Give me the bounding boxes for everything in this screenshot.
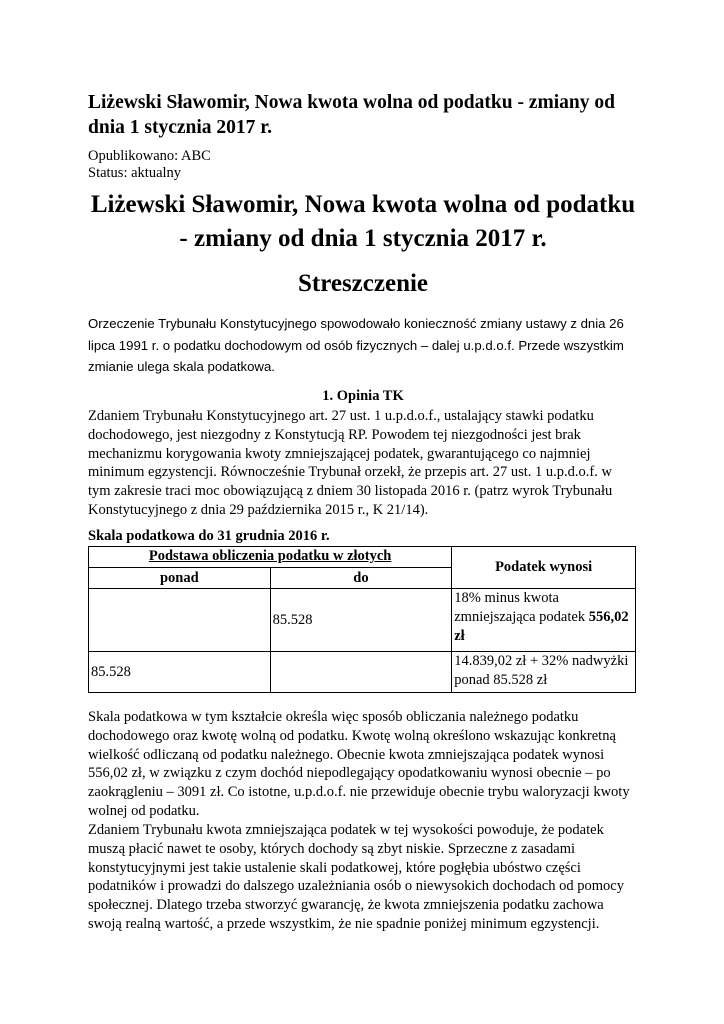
row1-over bbox=[89, 589, 271, 652]
row1-to: 85.528 bbox=[270, 589, 452, 652]
section-heading-opinion: 1. Opinia TK bbox=[322, 388, 404, 404]
tax-scale-heading: Skala podatkowa do 31 grudnia 2016 r. bbox=[88, 528, 330, 544]
scale-explanation-paragraph: Skala podatkowa w tym kształcie określa więc sposób obliczania należnego podatku dochodowego oraz kwotę wolną od podatku. Kwotę wolną określono wskazując konkretną wielkość odliczaną od podatku należnego. Obecnie kwota zmniejszająca podatek wynosi 556,02 zł, w związku z czym dochód niepodlegający opodatkowaniu wynosi obecnie – po zaokrągleniu – 3091 zł. Co istotne, u.p.d.o.f. nie przewiduje obecnie trybu waloryzacji kwoty wolnej od podatku. bbox=[88, 709, 630, 819]
document-title: Liżewski Sławomir, Nowa kwota wolna od podatku - zmiany od dnia 1 stycznia 2017 r. bbox=[88, 92, 615, 138]
document-meta bbox=[88, 148, 211, 182]
header-base: Podstawa obliczenia podatku w złotych bbox=[89, 547, 452, 568]
header-tax: Podatek wynosi bbox=[452, 547, 636, 589]
main-title: Liżewski Sławomir, Nowa kwota wolna od podatku - zmiany od dnia 1 stycznia 2017 r. bbox=[90, 191, 636, 252]
table-row bbox=[89, 589, 636, 652]
summary-heading: Streszczenie bbox=[297, 270, 429, 297]
header-to: do bbox=[270, 568, 452, 589]
tax-scale-table bbox=[88, 546, 636, 693]
status-line: Status: aktualny bbox=[88, 165, 182, 181]
table-row bbox=[89, 652, 636, 693]
published-line: Opublikowano: ABC bbox=[88, 148, 211, 164]
row1-tax bbox=[452, 589, 636, 652]
row2-to bbox=[270, 652, 452, 693]
summary-text: Orzeczenie Trybunału Konstytucyjnego spowodowało konieczność zmiany ustawy z dnia 26 lipca 1991 r. o podatku dochodowym od osób fizycznych – dalej u.p.d.o.f. Przede wszystkim zmianie ulega skala podatkowa. bbox=[88, 316, 624, 374]
row1-tax-amount: 556,02 zł bbox=[454, 609, 629, 644]
row2-tax: 14.839,02 zł + 32% nadwyżki ponad 85.528 zł bbox=[452, 652, 636, 693]
header-over: ponad bbox=[89, 568, 271, 589]
opinion-paragraph: Zdaniem Trybunału Konstytucyjnego art. 27 ust. 1 u.p.d.o.f., ustalający stawki podatku dochodowego, jest niezgodny z Konstytucją RP. Powodem tej niezgodności jest brak mechanizmu korygowania kwoty zmniejszającej podatek, gwarantującego co najmniej minimum egzystencji. Równocześnie Trybunał orzekł, że przepis art. 27 ust. 1 u.p.d.o.f. w tym zakresie traci moc obowiązującą z dniem 30 listopada 2016 r. (patrz wyrok Trybunału Konstytucyjnego z dnia 29 października 2015 r., K 21/14). bbox=[88, 408, 613, 518]
row1-tax-text: 18% minus kwota zmniejszająca podatek bbox=[454, 590, 589, 625]
table-header-row bbox=[89, 547, 636, 568]
row2-over: 85.528 bbox=[89, 652, 271, 693]
tribunal-opinion-paragraph: Zdaniem Trybunału kwota zmniejszająca podatek w tej wysokości powoduje, że podatek muszą płacić nawet te osoby, których dochody są zbyt niskie. Sprzeczne z zasadami konstytucyjnymi jest takie ustalenie skali podatkowej, które pogłębia ubóstwo części podatników i prowadzi do dalszego uzależniania osób o niewysokich dochodach od pomocy społecznej. Dlatego trzeba stworzyć gwarancję, że kwota zmniejszenia podatku zachowa swoją realną wartość, a przede wszystkim, że nie spadnie poniżej minimum egzystencji. bbox=[88, 822, 624, 932]
